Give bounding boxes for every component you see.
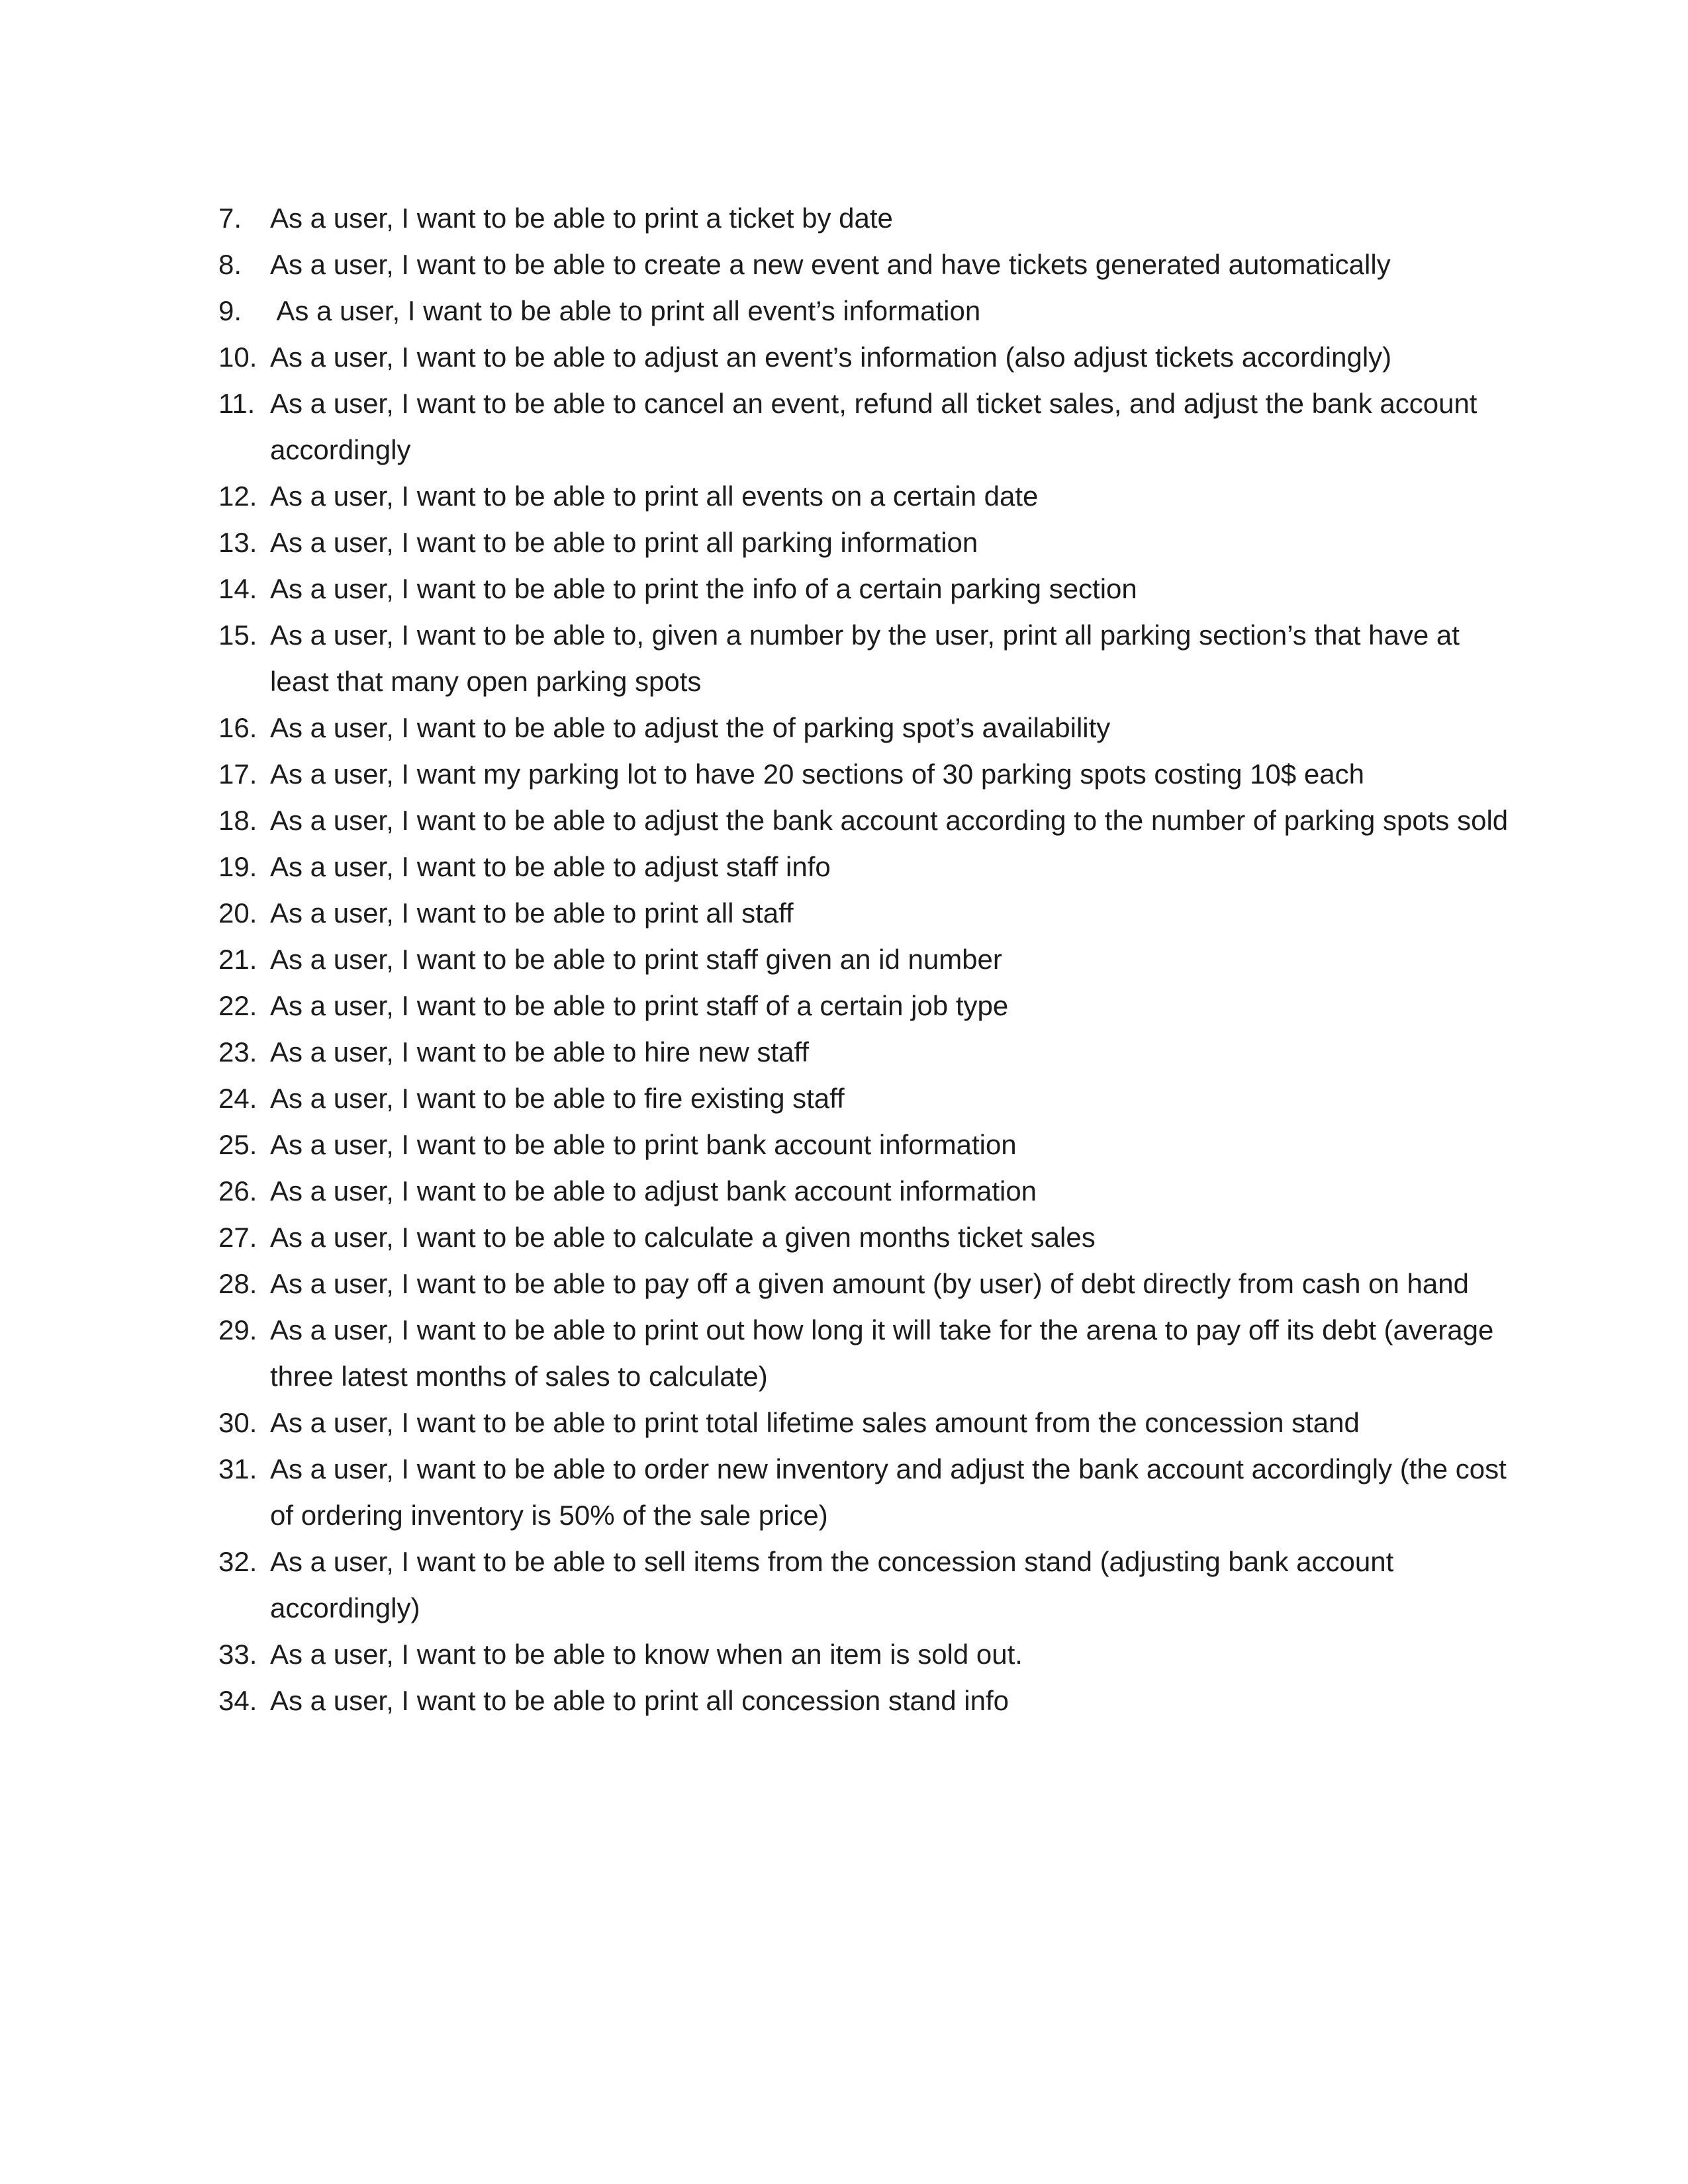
list-item xyxy=(218,1539,1509,1631)
list-item-text: As a user, I want to be able to print total lifetime sales amount from the concession stand xyxy=(270,1407,1360,1438)
list-item-text: As a user, I want to be able to print a ticket by date xyxy=(270,203,893,234)
list-item-text: As a user, I want to be able to print bank account information xyxy=(270,1129,1017,1160)
list-item xyxy=(218,1075,1509,1122)
list-item-number: 23. xyxy=(218,1036,258,1068)
list-item-number: 7. xyxy=(218,203,242,234)
list-item xyxy=(218,1446,1509,1539)
list-item-text: As a user, I want to be able to print all concession stand info xyxy=(270,1685,1009,1716)
list-item-text: As a user, I want to be able to fire existing staff xyxy=(270,1083,845,1114)
list-item-number: 29. xyxy=(218,1314,258,1345)
list-item-text: As a user, I want to be able to print all event’s information xyxy=(270,295,981,326)
list-item xyxy=(218,612,1509,705)
list-item-number: 31. xyxy=(218,1453,258,1484)
list-item-text: As a user, I want to be able to print out how long it will take for the arena to pay off its debt (average three latest months of sales to calculate) xyxy=(270,1314,1494,1392)
list-item-number: 21. xyxy=(218,944,258,975)
list-item-number: 32. xyxy=(218,1546,258,1577)
list-item-text: As a user, I want to be able to calculate a given months ticket sales xyxy=(270,1222,1096,1253)
list-item xyxy=(218,1029,1509,1075)
list-item-number: 22. xyxy=(218,990,258,1021)
list-item xyxy=(218,473,1509,520)
list-item-text: As a user, I want to be able to print staff of a certain job type xyxy=(270,990,1009,1021)
list-item-number: 13. xyxy=(218,527,258,558)
list-item-number: 8. xyxy=(218,249,242,280)
list-item xyxy=(218,1631,1509,1678)
list-item xyxy=(218,936,1509,983)
list-item-number: 9. xyxy=(218,295,242,326)
list-item xyxy=(218,1168,1509,1214)
list-item-text: As a user, I want to be able to print all events on a certain date xyxy=(270,480,1039,512)
list-item xyxy=(218,195,1509,242)
list-item xyxy=(218,751,1509,797)
list-item-number: 14. xyxy=(218,573,258,604)
list-item xyxy=(218,334,1509,381)
list-item xyxy=(218,1261,1509,1307)
list-item xyxy=(218,1400,1509,1446)
list-item-text: As a user, I want to be able to adjust bank account information xyxy=(270,1175,1037,1206)
list-item-text: As a user, I want to be able to adjust an event’s information (also adjust tickets accordingly) xyxy=(270,341,1392,373)
list-item xyxy=(218,242,1509,288)
list-item-text: As a user, I want to be able to adjust the of parking spot’s availability xyxy=(270,712,1111,743)
list-item-number: 11. xyxy=(218,388,256,419)
list-item-number: 28. xyxy=(218,1268,258,1299)
list-item-text: As a user, I want to be able to order new inventory and adjust the bank account accordingly (the cost of ordering inventory is 50% of the sale price) xyxy=(270,1453,1507,1531)
list-item-text: As a user, I want to be able to create a new event and have tickets generated automatically xyxy=(270,249,1391,280)
list-item-number: 20. xyxy=(218,897,258,929)
list-item-number: 25. xyxy=(218,1129,258,1160)
list-item-text: As a user, I want to be able to, given a number by the user, print all parking section’s that have at least that many open parking spots xyxy=(270,619,1460,697)
list-item-text: As a user, I want to be able to print staff given an id number xyxy=(270,944,1002,975)
list-item-text: As a user, I want to be able to cancel an event, refund all ticket sales, and adjust the bank account accordingly xyxy=(270,388,1477,465)
list-item-number: 12. xyxy=(218,480,258,512)
list-item-text: As a user, I want to be able to pay off a given amount (by user) of debt directly from cash on hand xyxy=(270,1268,1469,1299)
list-item-text: As a user, I want to be able to know when an item is sold out. xyxy=(270,1639,1023,1670)
list-item xyxy=(218,520,1509,566)
list-item-number: 10. xyxy=(218,341,258,373)
list-item xyxy=(218,381,1509,473)
list-item-number: 34. xyxy=(218,1685,258,1716)
list-item-text: As a user, I want to be able to hire new staff xyxy=(270,1036,810,1068)
list-item xyxy=(218,1678,1509,1724)
list-item-text: As a user, I want to be able to adjust the bank account according to the number of parking spots sold xyxy=(270,805,1509,836)
list-item xyxy=(218,890,1509,936)
list-item-number: 17. xyxy=(218,758,258,790)
list-item-number: 33. xyxy=(218,1639,258,1670)
list-item-text: As a user, I want to be able to print all staff xyxy=(270,897,794,929)
list-item-number: 15. xyxy=(218,619,258,651)
list-item-text: As a user, I want to be able to print the info of a certain parking section xyxy=(270,573,1137,604)
list-item xyxy=(218,797,1509,844)
list-item xyxy=(218,983,1509,1029)
list-item-text: As a user, I want to be able to print all parking information xyxy=(270,527,978,558)
list-item-text: As a user, I want to be able to adjust staff info xyxy=(270,851,831,882)
user-story-list xyxy=(218,195,1509,1724)
list-item-text: As a user, I want to be able to sell items from the concession stand (adjusting bank account accordingly) xyxy=(270,1546,1394,1623)
list-item-number: 26. xyxy=(218,1175,258,1206)
list-item xyxy=(218,1122,1509,1168)
list-item-number: 19. xyxy=(218,851,258,882)
list-item xyxy=(218,288,1509,334)
list-item-number: 16. xyxy=(218,712,258,743)
list-item-text: As a user, I want my parking lot to have 20 sections of 30 parking spots costing 10$ each xyxy=(270,758,1364,790)
list-item xyxy=(218,566,1509,612)
list-item xyxy=(218,705,1509,751)
list-item xyxy=(218,844,1509,890)
list-item-number: 30. xyxy=(218,1407,258,1438)
list-item-number: 18. xyxy=(218,805,258,836)
list-item xyxy=(218,1307,1509,1400)
list-item xyxy=(218,1214,1509,1261)
list-item-number: 24. xyxy=(218,1083,258,1114)
list-item-number: 27. xyxy=(218,1222,258,1253)
